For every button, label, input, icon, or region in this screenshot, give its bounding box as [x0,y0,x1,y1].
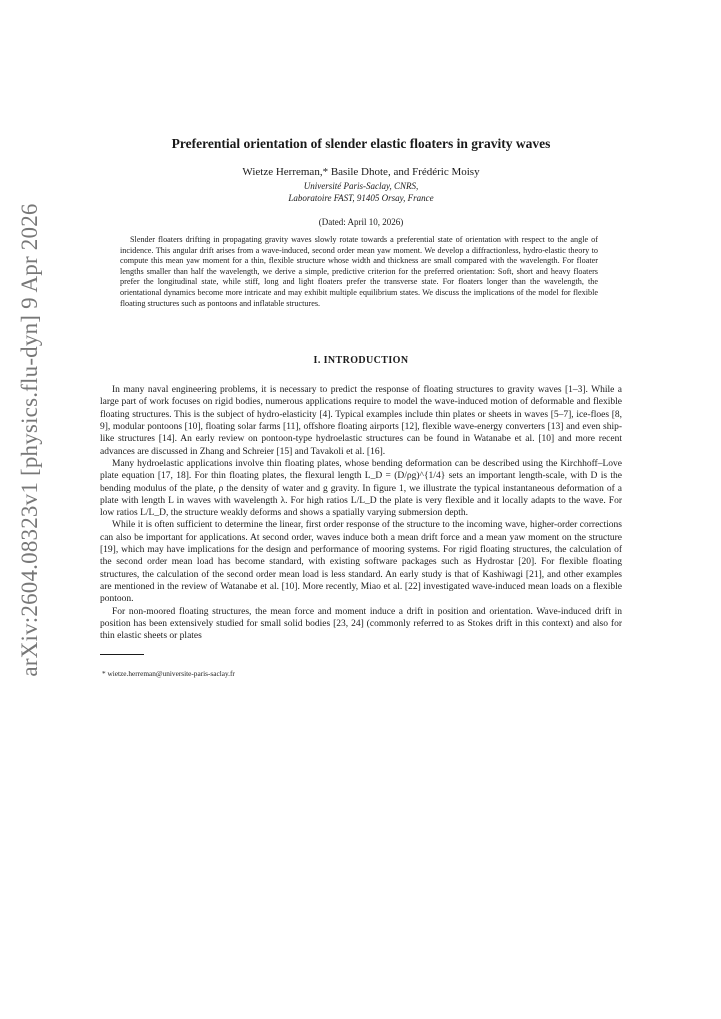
paper-page [100,130,622,678]
introduction-body [100,384,622,642]
paragraph-4: For non-moored floating structures, the mean force and moment induce a drift in position and orientation. Wave-induced drift in position has been extensively studied for small solid bodies [23, 24] (commonly referred to as Stokes drift in this context) and also for thin elastic sheets or plates [100,606,622,642]
paragraph-3: While it is often sufficient to determine the linear, first order response of the structure to the incoming wave, higher-order corrections can also be important for applications. At second order, waves induce both a mean drift force and a mean yaw moment on the structure [19], which may have implications for the design and performance of mooring systems. For rigid floating structures, the calculation of the second order mean load has become standard, with existing software packages such as Hydrostar [20]. For flexible floating structures, the calculation of the second order mean load is less standard. An early study is that of Kashiwagi [21], and other examples are mentioned in the review of Watanabe et al. [10]. More recently, Miao et al. [22] investigated wave-induced mean loads on a flexible pontoon. [100,520,622,605]
author-list: Wietze Herreman,* Basile Dhote, and Frédéric Moisy [242,166,480,178]
footnote-email: * wietze.herreman@universite-paris-saclay.fr [102,669,235,679]
arxiv-identifier: arXiv:2604.08323v1 [physics.flu-dyn] 9 Apr 2026 [17,203,42,677]
paragraph-2: Many hydroelastic applications involve thin floating plates, whose bending deformation can be described using the Kirchhoff–Love plate equation [17, 18]. For thin floating plates, the flexural length L_D = (D/ρg)^{1/4} sets an important length-scale, with D is the bending modulus of the plate, ρ the density of water and g gravity. In figure 1, we illustrate the typical instantaneous deformation of a plate with length L in waves with wavelength λ. For high ratios L/L_D the plate is very flexible and it locally adapts to the wave. For low ratios L/L_D, the structure weakly deforms and shows a spatially varying submersion depth. [100,458,622,519]
footnote-rule [100,654,144,655]
affiliation-line-2: Laboratoire FAST, 91405 Orsay, France [288,193,434,203]
paragraph-1: In many naval engineering problems, it is necessary to predict the response of floating structures to gravity waves [1–3]. While a large part of work focuses on rigid bodies, numerous applications require to model the wave-induced motion of deformable and flexible floating structures. This is the subject of hydro-elasticity [4]. Typical examples include thin plates or sheets in waves [5–7], ice-floes [8, 9], modular pontoons [10], floating solar farms [11], offshore floating airports [12], flexible wave-energy converters [13] and even ship-like structures [14]. An early review on pontoon-type hydroelastic structures can be found in Watanabe et al. [10] and more recent advances are discussed in Zhang and Schreier [15] and Tavakoli et al. [16]. [100,385,622,457]
affiliation-line-1: Université Paris-Saclay, CNRS, [303,181,419,191]
abstract: Slender floaters drifting in propagating gravity waves slowly rotate towards a preferential state of orientation with respect to the angle of incidence. This angular drift arises from a wave-induced, second order mean yaw moment. We develop a diffractionless, hydro-elastic theory to compute this mean yaw moment for a thin, flexible structure whose width and thickness are small compared with the wavelength. For floater lengths smaller than half the wavelength, we derive a simple, predictive criterion for the preferred orientation: Soft, short and heavy floaters prefer the longitudinal state, while stiff, long and light floaters prefer the transverse state. For floaters longer than the wavelength, the orientational dynamics become more intricate and may exhibit multiple equilibrium states. We discuss the implications of the model for flexible floating structures such as pontoons and inflatable structures. [120,235,598,308]
dated-line: (Dated: April 10, 2026) [318,217,404,227]
arxiv-sidebar [0,203,60,677]
section-heading-introduction: I. INTRODUCTION [313,355,409,367]
paper-title: Preferential orientation of slender elastic floaters in gravity waves [171,136,551,151]
